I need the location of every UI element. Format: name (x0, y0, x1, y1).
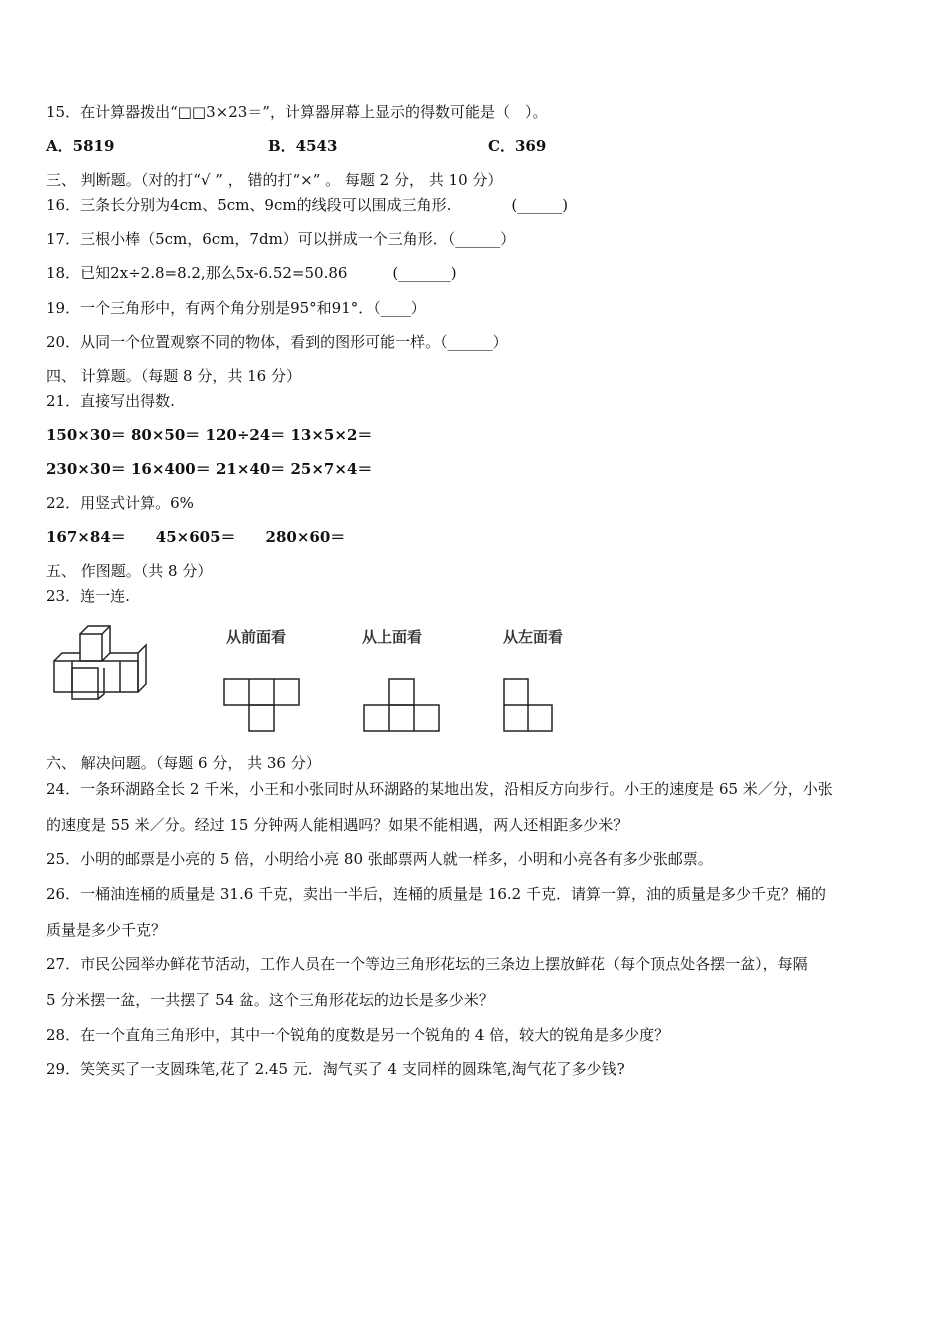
section-4-title: 四、 计算题。（每题 8 分，共 16 分） (46, 367, 301, 385)
q21-row-1: 150×30＝ 80×50＝ 120÷24＝ 13×5×2＝ (46, 426, 373, 444)
q27-line-2: 5 分米摆一盆，一共摆了 54 盆。这个三角形花坛的边长是多少米？ (46, 991, 494, 1009)
q15-option-c: C．369 (488, 137, 547, 155)
view-label-front: 从前面看 (226, 628, 287, 646)
q20-text: 20．从同一个位置观察不同的物体，看到的图形可能一样。（______） (46, 333, 508, 351)
q29-text: 29．笑笑买了一支圆珠笔,花了 2.45 元．淘气买了 4 支同样的圆珠笔,淘气花了多少钱? (46, 1060, 625, 1078)
section-5-title: 五、 作图题。（共 8 分） (46, 562, 213, 580)
view-label-left: 从左面看 (503, 628, 564, 646)
q19-text: 19．一个三角形中，有两个角分别是95°和91°．（____） (46, 299, 426, 317)
q15-option-b: B．4543 (268, 137, 338, 155)
q23-text: 23．连一连. (46, 587, 130, 605)
q17-text: 17．三根小棒（5cm，6cm，7dm）可以拼成一个三角形．（______） (46, 230, 516, 248)
q15-text: 15．在计算器拨出“□□3×23＝”，计算器屏幕上显示的得数可能是（ ）。 (46, 103, 548, 121)
q25-text: 25．小明的邮票是小亮的 5 倍，小明给小亮 80 张邮票两人就一样多，小明和小亮各有多少张邮票。 (46, 850, 713, 868)
q24-line-1: 24．一条环湖路全长 2 千米，小王和小张同时从环湖路的某地出发，沿相反方向步行。小王的速度是 65 米／分，小张 (46, 780, 833, 798)
q18-text: 18．已知2x÷2.8=8.2,那么5x-6.52=50.86 (_______) (46, 264, 457, 282)
cube-stack-figure (46, 622, 156, 706)
section-6-title: 六、 解决问题。（每题 6 分， 共 36 分） (46, 754, 321, 772)
section-3-title: 三、 判断题。（对的打“√ ” ， 错的打“×” 。 每题 2 分， 共 10 分） (46, 171, 503, 189)
q16-text: 16．三条长分别为4cm、5cm、9cm的线段可以围成三角形. (______) (46, 196, 569, 214)
q28-text: 28．在一个直角三角形中，其中一个锐角的度数是另一个锐角的 4 倍，较大的锐角是多少度？ (46, 1026, 670, 1044)
projection-t-shape (222, 677, 302, 733)
projection-l-shape (502, 677, 556, 733)
q26-line-2: 质量是多少千克？ (46, 921, 167, 939)
q22-row: 167×84＝ 45×605＝ 280×60＝ (46, 528, 346, 546)
view-label-top: 从上面看 (362, 628, 423, 646)
q27-line-1: 27．市民公园举办鲜花节活动，工作人员在一个等边三角形花坛的三条边上摆放鲜花（每个顶点处各摆一盆），每隔 (46, 955, 808, 973)
q15-option-a: A．5819 (46, 137, 115, 155)
q26-line-1: 26．一桶油连桶的质量是 31.6 千克，卖出一半后，连桶的质量是 16.2 千克．请算一算，油的质量是多少千克？桶的 (46, 885, 826, 903)
q21-row-2: 230×30＝ 16×400＝ 21×40＝ 25×7×4＝ (46, 460, 373, 478)
projection-inverted-t-shape (362, 677, 442, 733)
q21-text: 21．直接写出得数. (46, 392, 175, 410)
q24-line-2: 的速度是 55 米／分。经过 15 分钟两人能相遇吗？如果不能相遇，两人还相距多少米？ (46, 816, 629, 834)
q22-text: 22．用竖式计算。6% (46, 494, 194, 512)
